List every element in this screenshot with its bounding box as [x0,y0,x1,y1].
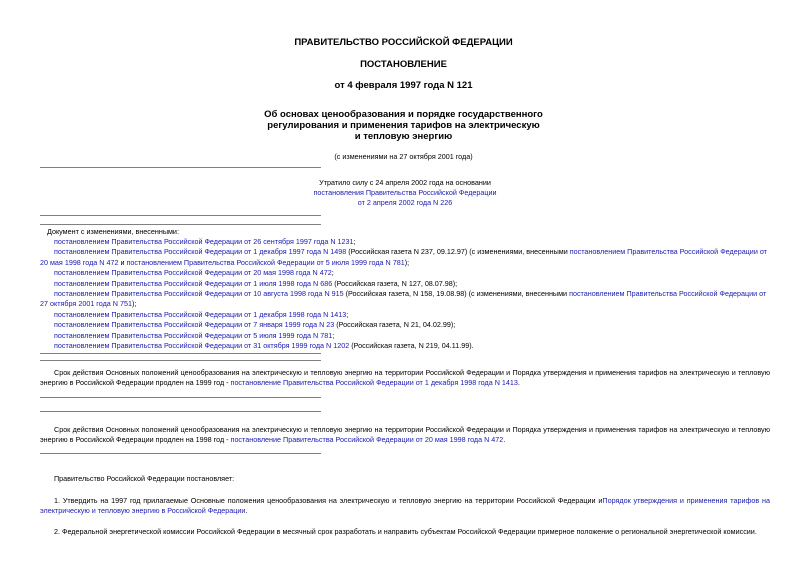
amendment-link[interactable]: постановлением Правительства Российской Федерации от 31 октября 1999 года N 1202 [54,341,350,351]
divider [40,224,321,225]
procedure-link[interactable]: Порядок утверждения и применения тарифов на электрическую и тепловую энергию в Российской Федерации [40,496,771,516]
document-type: ПОСТАНОВЛЕНИЕ [360,59,447,70]
amendment-item: постановлением Правительства Российской Федерации от 10 августа 1998 года N 915 (Российская газета, N 158, 19.08.98) (с изменениями, внесенными постановлением Правительства Российской Федерации от 27 октября 2001 года N 751); [40,289,767,309]
amendment-item: постановлением Правительства Российской Федерации от 26 сентября 1997 года N 1231; [54,237,356,246]
note-link[interactable]: постановление Правительства Российской Федерации от 1 декабря 1998 года N 1413 [230,378,518,388]
validity-note-1999: Срок действия Основных положений ценообразования на электрическую и тепловую энергию на территории Российской Федерации и Порядка утверждения и применения тарифов на электрическую и тепловую энергию в Российской Федерации продлен на 1999 год - постановление Правительства Российской Федерации от 1 декабря 1998 года N 1413. [40,368,770,388]
document-date-number: от 4 февраля 1997 года N 121 [334,80,473,91]
amendment-item: постановлением Правительства Российской Федерации от 7 января 1999 года N 23 (Российская газета, N 21, 04.02.99); [54,320,456,330]
amendment-link[interactable]: постановлением Правительства Российской Федерации от 5 июля 1999 года N 781 [54,330,333,340]
title-line-1: Об основах ценообразования и порядке государственного [264,109,543,120]
paragraph-2: 2. Федеральной энергетической комиссии Российской Федерации в месячный срок разработать и направить субъектам Российской Федерации примерное положение о региональной энергетической комиссии. [54,527,757,536]
divider [40,353,321,354]
resolves-statement: Правительство Российской Федерации постановляет: [54,474,235,483]
document-title [0,109,807,142]
amendment-item: постановлением Правительства Российской Федерации от 1 июля 1998 года N 686 (Российская газета, N 127, 08.07.98); [54,278,458,288]
government-heading: ПРАВИТЕЛЬСТВО РОССИЙСКОЙ ФЕДЕРАЦИИ [294,37,513,48]
amendment-item: постановлением Правительства Российской Федерации от 1 декабря 1997 года N 1498 (Российская газета N 237, 09.12.97) (с изменениями, внесенными постановлением Правительства Российской Федерации от 20 мая 1998 года N 472 и постановлением Правительства Российской Федерации от 5 июля 1999 года N 781); [40,247,767,267]
divider [40,397,321,398]
divider [40,215,321,216]
note-link[interactable]: постановление Правительства Российской Федерации от 20 мая 1998 года N 472 [230,435,504,445]
validity-note-1998: Срок действия Основных положений ценообразования на электрическую и тепловую энергию на территории Российской Федерации и Порядка утверждения и применения тарифов на электрическую и тепловую энергию в Российской Федерации продлен на 1998 год - постановление Правительства Российской Федерации от 20 мая 1998 года N 472. [40,425,770,445]
expired-link-2[interactable]: от 2 апреля 2002 года N 226 [357,198,453,207]
divider [40,453,321,454]
amendment-link[interactable]: постановлением Правительства Российской Федерации от 20 мая 1998 года N 472 [40,247,767,267]
amendment-link[interactable]: постановлением Правительства Российской Федерации от 1 декабря 1998 года N 1413 [54,309,347,319]
amendments-list [40,237,770,351]
divider [40,360,321,361]
paragraph-1: 1. Утвердить на 1997 год прилагаемые Основные положения ценообразования на электрическую и тепловую энергию на территории Российской Федерации иПорядок утверждения и применения тарифов на электрическую и тепловую энергию в Российской Федерации. [40,496,771,516]
divider [40,411,321,412]
expired-notice [225,178,585,208]
amendments-intro: Документ с изменениями, внесенными: [47,227,179,236]
amendment-link[interactable]: постановлением Правительства Российской Федерации от 26 сентября 1997 года N 1231 [54,237,354,246]
amendment-link[interactable]: постановлением Правительства Российской Федерации от 1 июля 1998 года N 686 [54,278,333,288]
amendment-item: постановлением Правительства Российской Федерации от 1 декабря 1998 года N 1413; [54,309,349,319]
amendment-link[interactable]: постановлением Правительства Российской Федерации от 20 мая 1998 года N 472 [54,268,332,278]
amendment-link[interactable]: постановлением Правительства Российской Федерации от 10 августа 1998 года N 915 [54,289,344,299]
expired-link-1[interactable]: постановления Правительства Российской Федерации [313,188,497,197]
changes-note: (с изменениями на 27 октября 2001 года) [334,152,473,161]
amendment-link[interactable]: постановлением Правительства Российской Федерации от 27 октября 2001 года N 751 [40,289,767,309]
amendment-link[interactable]: постановлением Правительства Российской Федерации от 7 января 1999 года N 23 [54,320,335,330]
title-line-2: регулирования и применения тарифов на электрическую [267,120,540,131]
expired-line: Утратило силу с 24 апреля 2002 года на основании [319,178,491,187]
amendment-item: постановлением Правительства Российской Федерации от 31 октября 1999 года N 1202 (Российская газета, N 219, 04.11.99). [54,341,474,351]
amendment-link[interactable]: постановлением Правительства Российской Федерации от 1 декабря 1997 года N 1498 [54,247,347,257]
amendment-item: постановлением Правительства Российской Федерации от 5 июля 1999 года N 781; [54,330,335,340]
amendment-link[interactable]: постановлением Правительства Российской Федерации от 5 июля 1999 года N 781 [126,257,405,267]
amendment-item: постановлением Правительства Российской Федерации от 20 мая 1998 года N 472; [54,268,334,278]
title-line-3: и тепловую энергию [354,131,453,142]
divider [40,167,321,168]
